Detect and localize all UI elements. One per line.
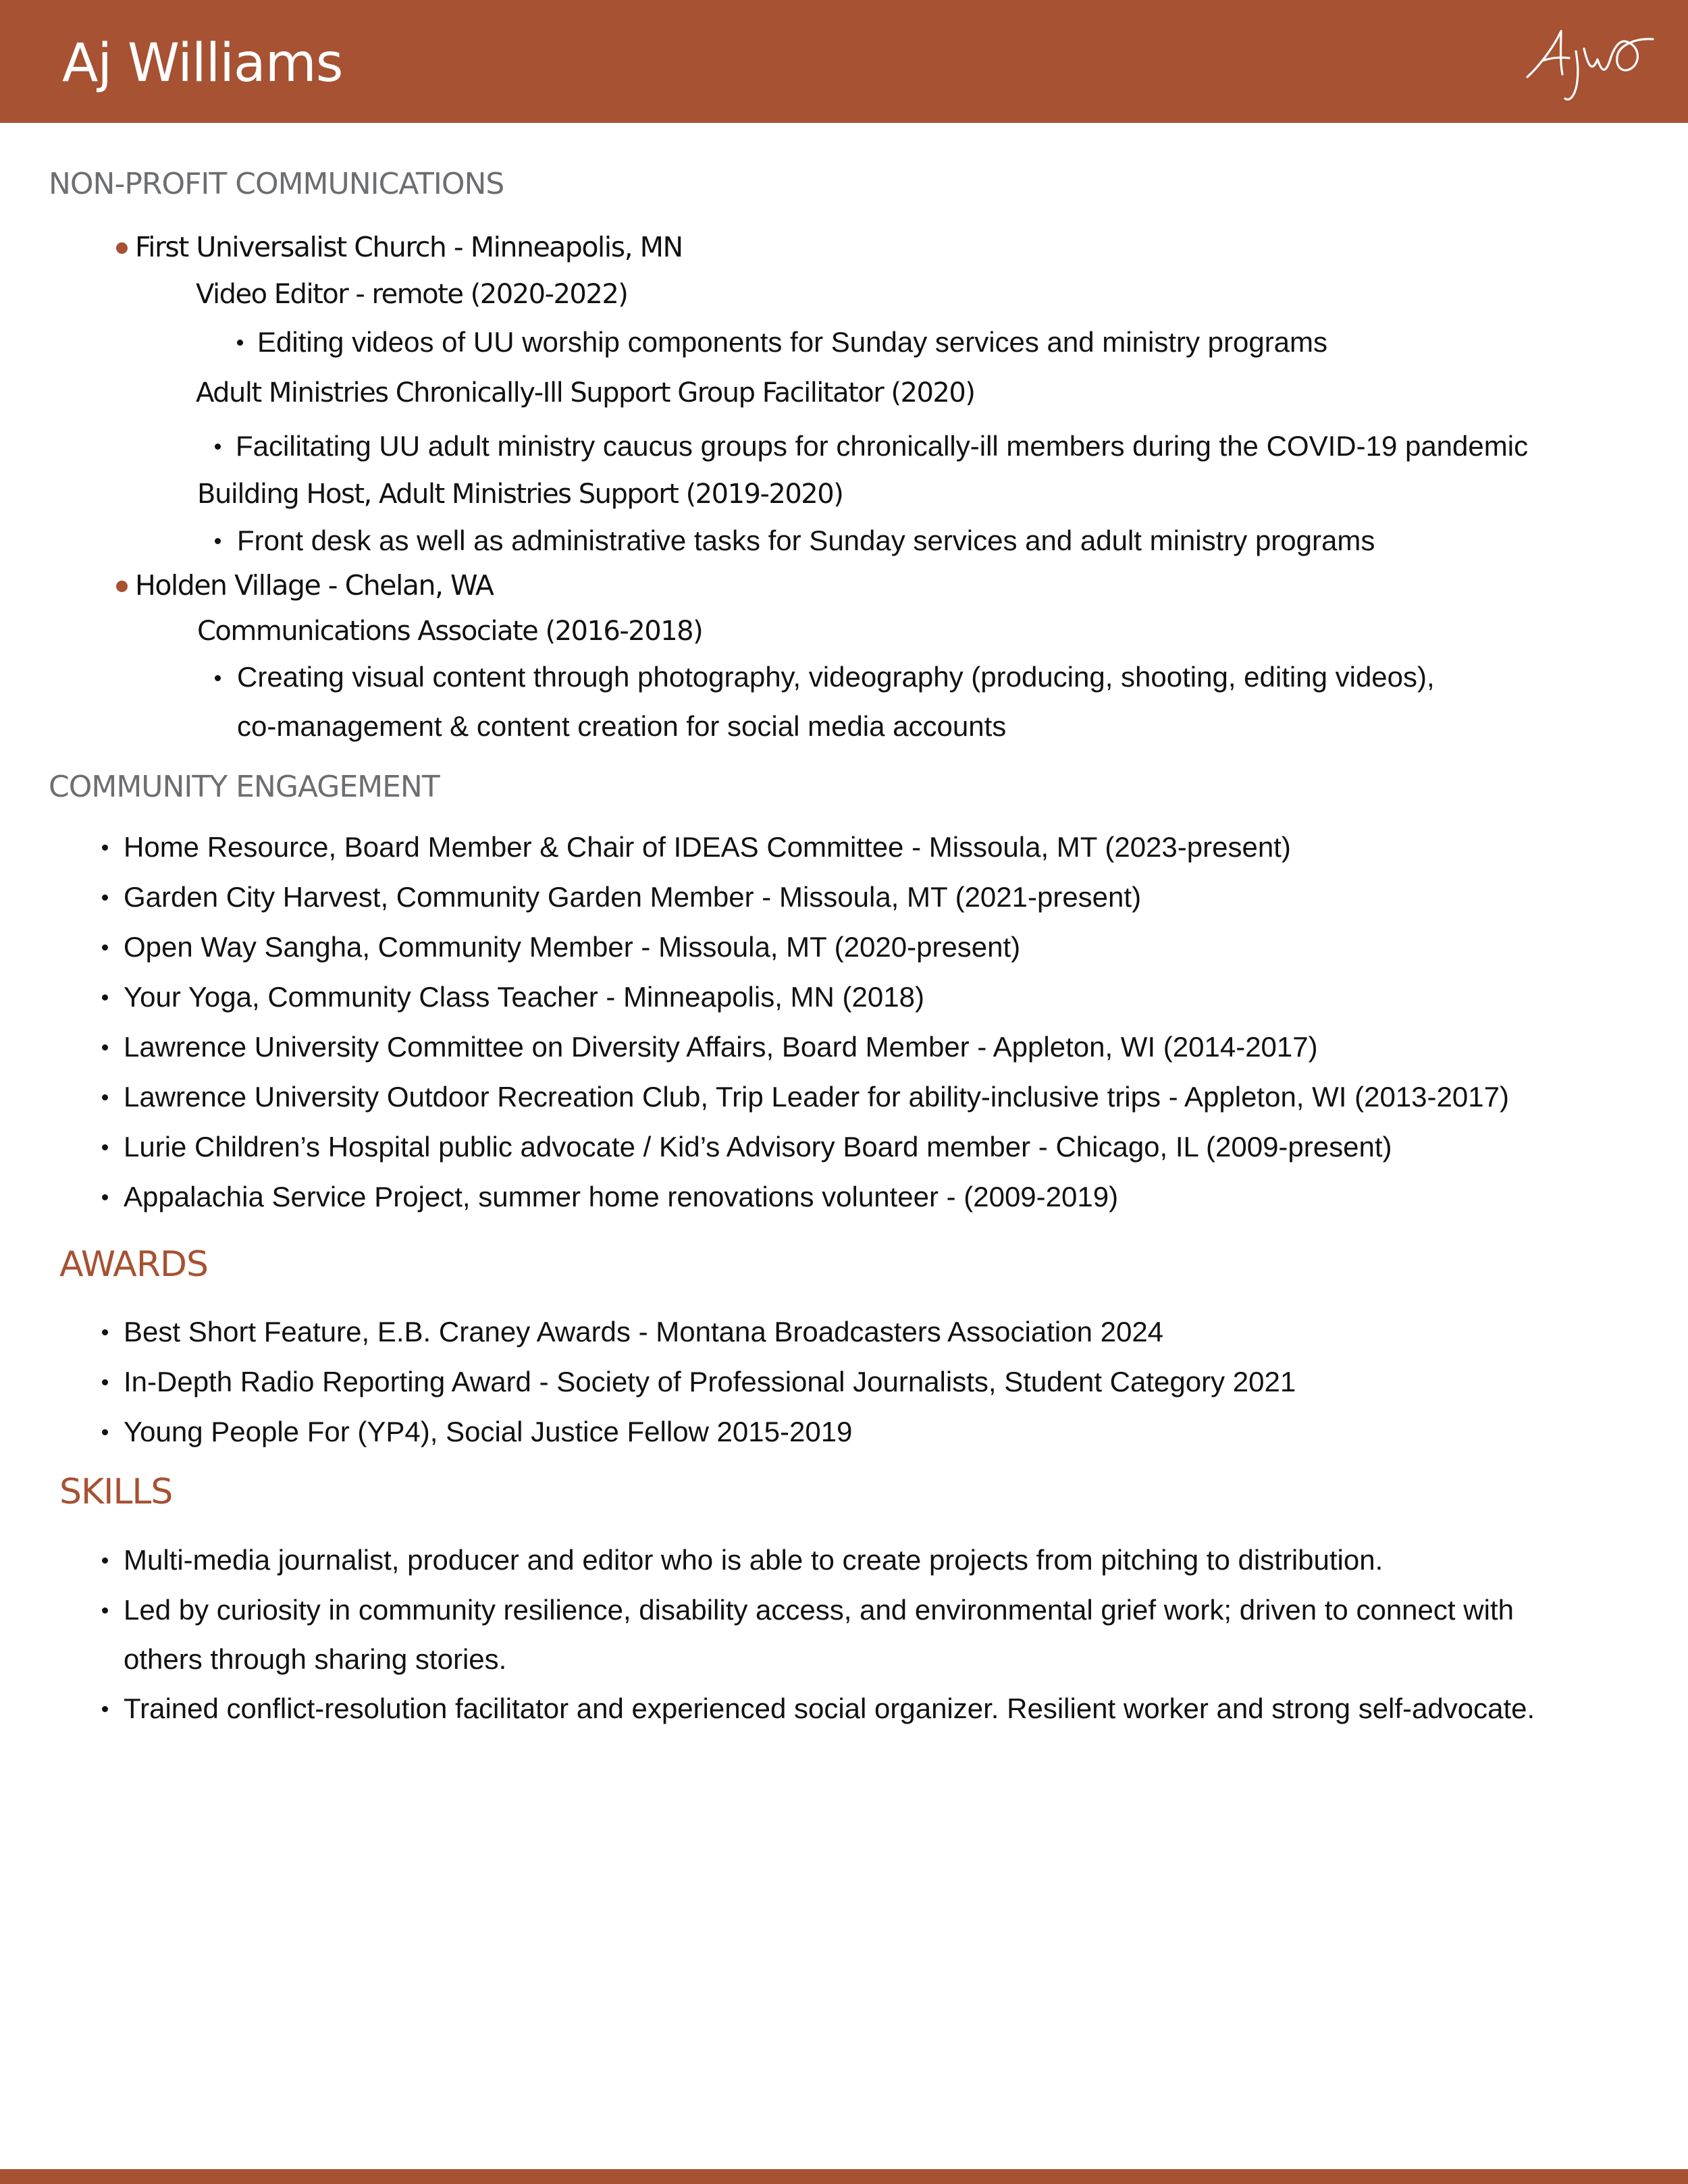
award-item: In-Depth Radio Reporting Award - Society of Professional Journalists, Student Category 2021 xyxy=(124,1366,1296,1397)
bullet-dot xyxy=(102,1194,108,1200)
role-bullet: Creating visual content through photography, videography (producing, shooting, editing videos), xyxy=(237,661,1435,693)
org-name: First Universalist Church - Minneapolis, MN xyxy=(135,231,683,263)
role-bullet: Editing videos of UU worship components for Sunday services and ministry programs xyxy=(257,326,1328,358)
page-title: Aj Williams xyxy=(62,33,343,94)
bullet-dot xyxy=(102,1379,108,1385)
skill-item: Multi-media journalist, producer and editor who is able to create projects from pitching to distribution. xyxy=(124,1544,1383,1576)
bullet-dot xyxy=(102,994,108,1001)
bullet-dot xyxy=(102,1607,108,1614)
bullet-dot xyxy=(116,581,128,592)
skill-item-continued: others through sharing stories. xyxy=(124,1643,507,1675)
community-item: Appalachia Service Project, summer home renovations volunteer - (2009-2019) xyxy=(124,1181,1119,1213)
signature-logo xyxy=(1519,19,1661,107)
role-bullet: Facilitating UU adult ministry caucus groups for chronically-ill members during the COVID-19 pandemic xyxy=(236,430,1529,462)
role-title: Adult Ministries Chronically-Ill Support Group Facilitator (2020) xyxy=(196,377,975,408)
bullet-dot xyxy=(215,675,221,681)
section-heading-community: COMMUNITY ENGAGEMENT xyxy=(49,770,440,804)
community-item: Lurie Children’s Hospital public advocate / Kid’s Advisory Board member - Chicago, IL (2009-present) xyxy=(124,1131,1392,1163)
bullet-dot xyxy=(215,444,221,450)
role-bullet: Front desk as well as administrative tasks for Sunday services and adult ministry programs xyxy=(237,525,1375,556)
bullet-dot xyxy=(102,895,108,901)
community-item: Garden City Harvest, Community Garden Member - Missoula, MT (2021-present) xyxy=(124,881,1142,913)
footer-bar xyxy=(0,2169,1688,2184)
org-name: Holden Village - Chelan, WA xyxy=(135,569,494,602)
community-item: Open Way Sangha, Community Member - Missoula, MT (2020-present) xyxy=(124,931,1021,963)
skill-item: Trained conflict-resolution facilitator and experienced social organizer. Resilient worker and strong self-advocate. xyxy=(124,1693,1535,1724)
bullet-dot xyxy=(215,538,221,544)
bullet-dot xyxy=(102,1044,108,1050)
skill-item: Led by curiosity in community resilience, disability access, and environmental grief work; driven to connect with xyxy=(124,1594,1514,1626)
section-heading-nonprofit: NON-PROFIT COMMUNICATIONS xyxy=(49,167,504,201)
award-item: Young People For (YP4), Social Justice Fellow 2015-2019 xyxy=(124,1416,853,1447)
bullet-dot xyxy=(102,1329,108,1335)
community-item: Your Yoga, Community Class Teacher - Minneapolis, MN (2018) xyxy=(124,981,924,1013)
role-title: Building Host, Adult Ministries Support (2019-2020) xyxy=(197,479,843,510)
community-item: Lawrence University Committee on Diversity Affairs, Board Member - Appleton, WI (2014-2017) xyxy=(124,1031,1318,1063)
bullet-dot xyxy=(102,1429,108,1435)
bullet-dot xyxy=(102,1706,108,1712)
role-title: Communications Associate (2016-2018) xyxy=(197,616,703,647)
section-heading-awards: AWARDS xyxy=(59,1244,209,1285)
bullet-dot xyxy=(102,944,108,951)
community-item: Home Resource, Board Member & Chair of IDEAS Committee - Missoula, MT (2023-present) xyxy=(124,831,1291,863)
bullet-dot xyxy=(237,340,243,346)
bullet-dot xyxy=(102,1557,108,1564)
role-title: Video Editor - remote (2020-2022) xyxy=(196,279,628,310)
role-bullet-continued: co-management & content creation for social media accounts xyxy=(237,710,1007,742)
bullet-dot xyxy=(102,1094,108,1100)
community-item: Lawrence University Outdoor Recreation Club, Trip Leader for ability-inclusive trips - Appleton, WI (2013-2017) xyxy=(124,1081,1509,1113)
bullet-dot xyxy=(102,845,108,851)
award-item: Best Short Feature, E.B. Craney Awards - Montana Broadcasters Association 2024 xyxy=(124,1316,1164,1348)
bullet-dot xyxy=(102,1144,108,1150)
section-heading-skills: SKILLS xyxy=(59,1472,173,1512)
bullet-dot xyxy=(116,242,128,254)
